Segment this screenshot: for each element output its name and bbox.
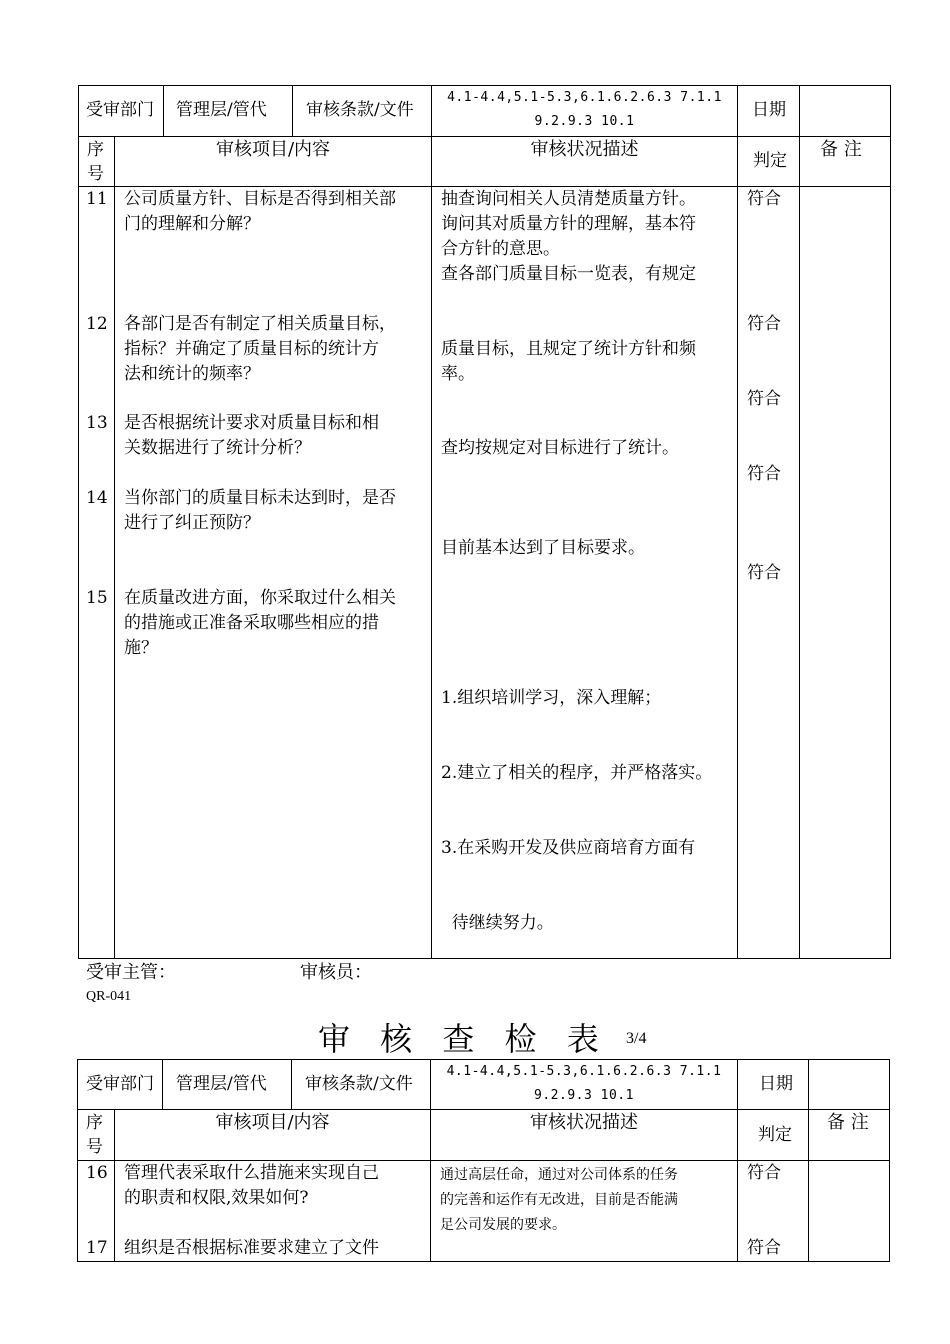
seq-header-2: 号	[87, 164, 104, 184]
dept-value-2: 管理层/管代	[176, 1074, 267, 1094]
item-header: 审核项目/内容	[215, 139, 331, 160]
row-no-17: 17	[86, 1238, 108, 1258]
dept-label: 受审部门	[86, 100, 154, 120]
row-no-11: 11	[86, 189, 108, 209]
status-block-3: 查均按规定对目标进行了统计。	[441, 438, 679, 458]
dept-label-2: 受审部门	[86, 1074, 154, 1094]
seq-header-1-2: 序	[86, 1113, 103, 1133]
row-no-15: 15	[86, 588, 108, 608]
remark-header: 备 注	[820, 139, 862, 160]
judgement-16: 符合	[747, 1163, 781, 1183]
page-number: 3/4	[626, 1030, 647, 1047]
judge-header-2: 判定	[758, 1125, 792, 1145]
question-11: 公司质量方针、目标是否得到相关部 门的理解和分解？	[124, 189, 396, 234]
page-title: 审 核 查 检 表	[318, 1020, 609, 1058]
judgement-5: 符合	[747, 563, 781, 583]
clause-line-1: 4.1-4.4,5.1-5.3,6.1.6.2.6.3 7.1.1	[447, 90, 722, 105]
clause-line-1-2: 4.1-4.4,5.1-5.3,6.1.6.2.6.3 7.1.1	[446, 1064, 722, 1079]
status-block-4: 目前基本达到了目标要求。	[441, 538, 645, 558]
clause-line-2: 9.2.9.3 10.1	[534, 114, 635, 129]
remark-header-2: 备 注	[827, 1112, 869, 1133]
clause-line-2-2: 9.2.9.3 10.1	[534, 1088, 634, 1103]
judgement-2: 符合	[747, 314, 781, 334]
supervisor-label: 受审主管：	[86, 962, 176, 983]
question-15: 在质量改进方面，你采取过什么相关 的措施或正准备采取哪些相应的措 施？	[124, 588, 396, 658]
item-header-2: 审核项目/内容	[215, 1112, 330, 1133]
row-no-12: 12	[86, 314, 108, 334]
question-13: 是否根据统计要求对质量目标和相 关数据进行了统计分析？	[124, 413, 379, 458]
status-block-2: 质量目标，且规定了统计方针和频 率。	[441, 339, 696, 384]
status-header-2: 审核状况描述	[530, 1112, 638, 1133]
judgement-17: 符合	[747, 1238, 781, 1258]
status-block-5: 1.组织培训学习，深入理解； 2.建立了相关的程序，并严格落实。 3.在采购开发及供应商培育方面有 待继续努力。	[441, 688, 713, 933]
judgement-1: 符合	[747, 189, 781, 209]
date-label: 日期	[752, 100, 786, 120]
judge-header: 判定	[753, 151, 787, 171]
status-header: 审核状况描述	[530, 139, 639, 160]
question-16: 管理代表采取什么措施来实现自己 的职责和权限,效果如何?	[124, 1163, 379, 1208]
seq-header-1: 序	[87, 140, 104, 160]
date-label-2: 日期	[759, 1074, 793, 1094]
judgement-4: 符合	[747, 464, 781, 484]
auditor-label: 审核员：	[300, 962, 372, 983]
seq-header-2-2: 号	[86, 1137, 103, 1157]
dept-value: 管理层/管代	[176, 100, 267, 120]
form-code: QR-041	[86, 989, 132, 1004]
question-12: 各部门是否有制定了相关质量目标， 指标？并确定了质量目标的统计方 法和统计的频率？	[124, 314, 396, 384]
row-no-16: 16	[86, 1163, 108, 1183]
question-17: 组织是否根据标准要求建立了文件	[124, 1238, 379, 1258]
status-block-16: 通过高层任命，通过对公司体系的任务 的完善和运作有无改进，目前是否能满 足公司发展的要求。	[440, 1167, 678, 1233]
question-14: 当你部门的质量目标未达到时，是否 进行了纠正预防？	[124, 488, 396, 533]
clause-label: 审核条款/文件	[306, 100, 414, 120]
status-block-1: 抽查询问相关人员清楚质量方针。 询问其对质量方针的理解，基本符 合方针的意思。 查各部门质量目标一览表，有规定	[441, 189, 696, 284]
clause-label-2: 审核条款/文件	[305, 1074, 413, 1094]
row-no-13: 13	[86, 413, 108, 433]
judgement-3: 符合	[747, 389, 781, 409]
row-no-14: 14	[86, 488, 108, 508]
